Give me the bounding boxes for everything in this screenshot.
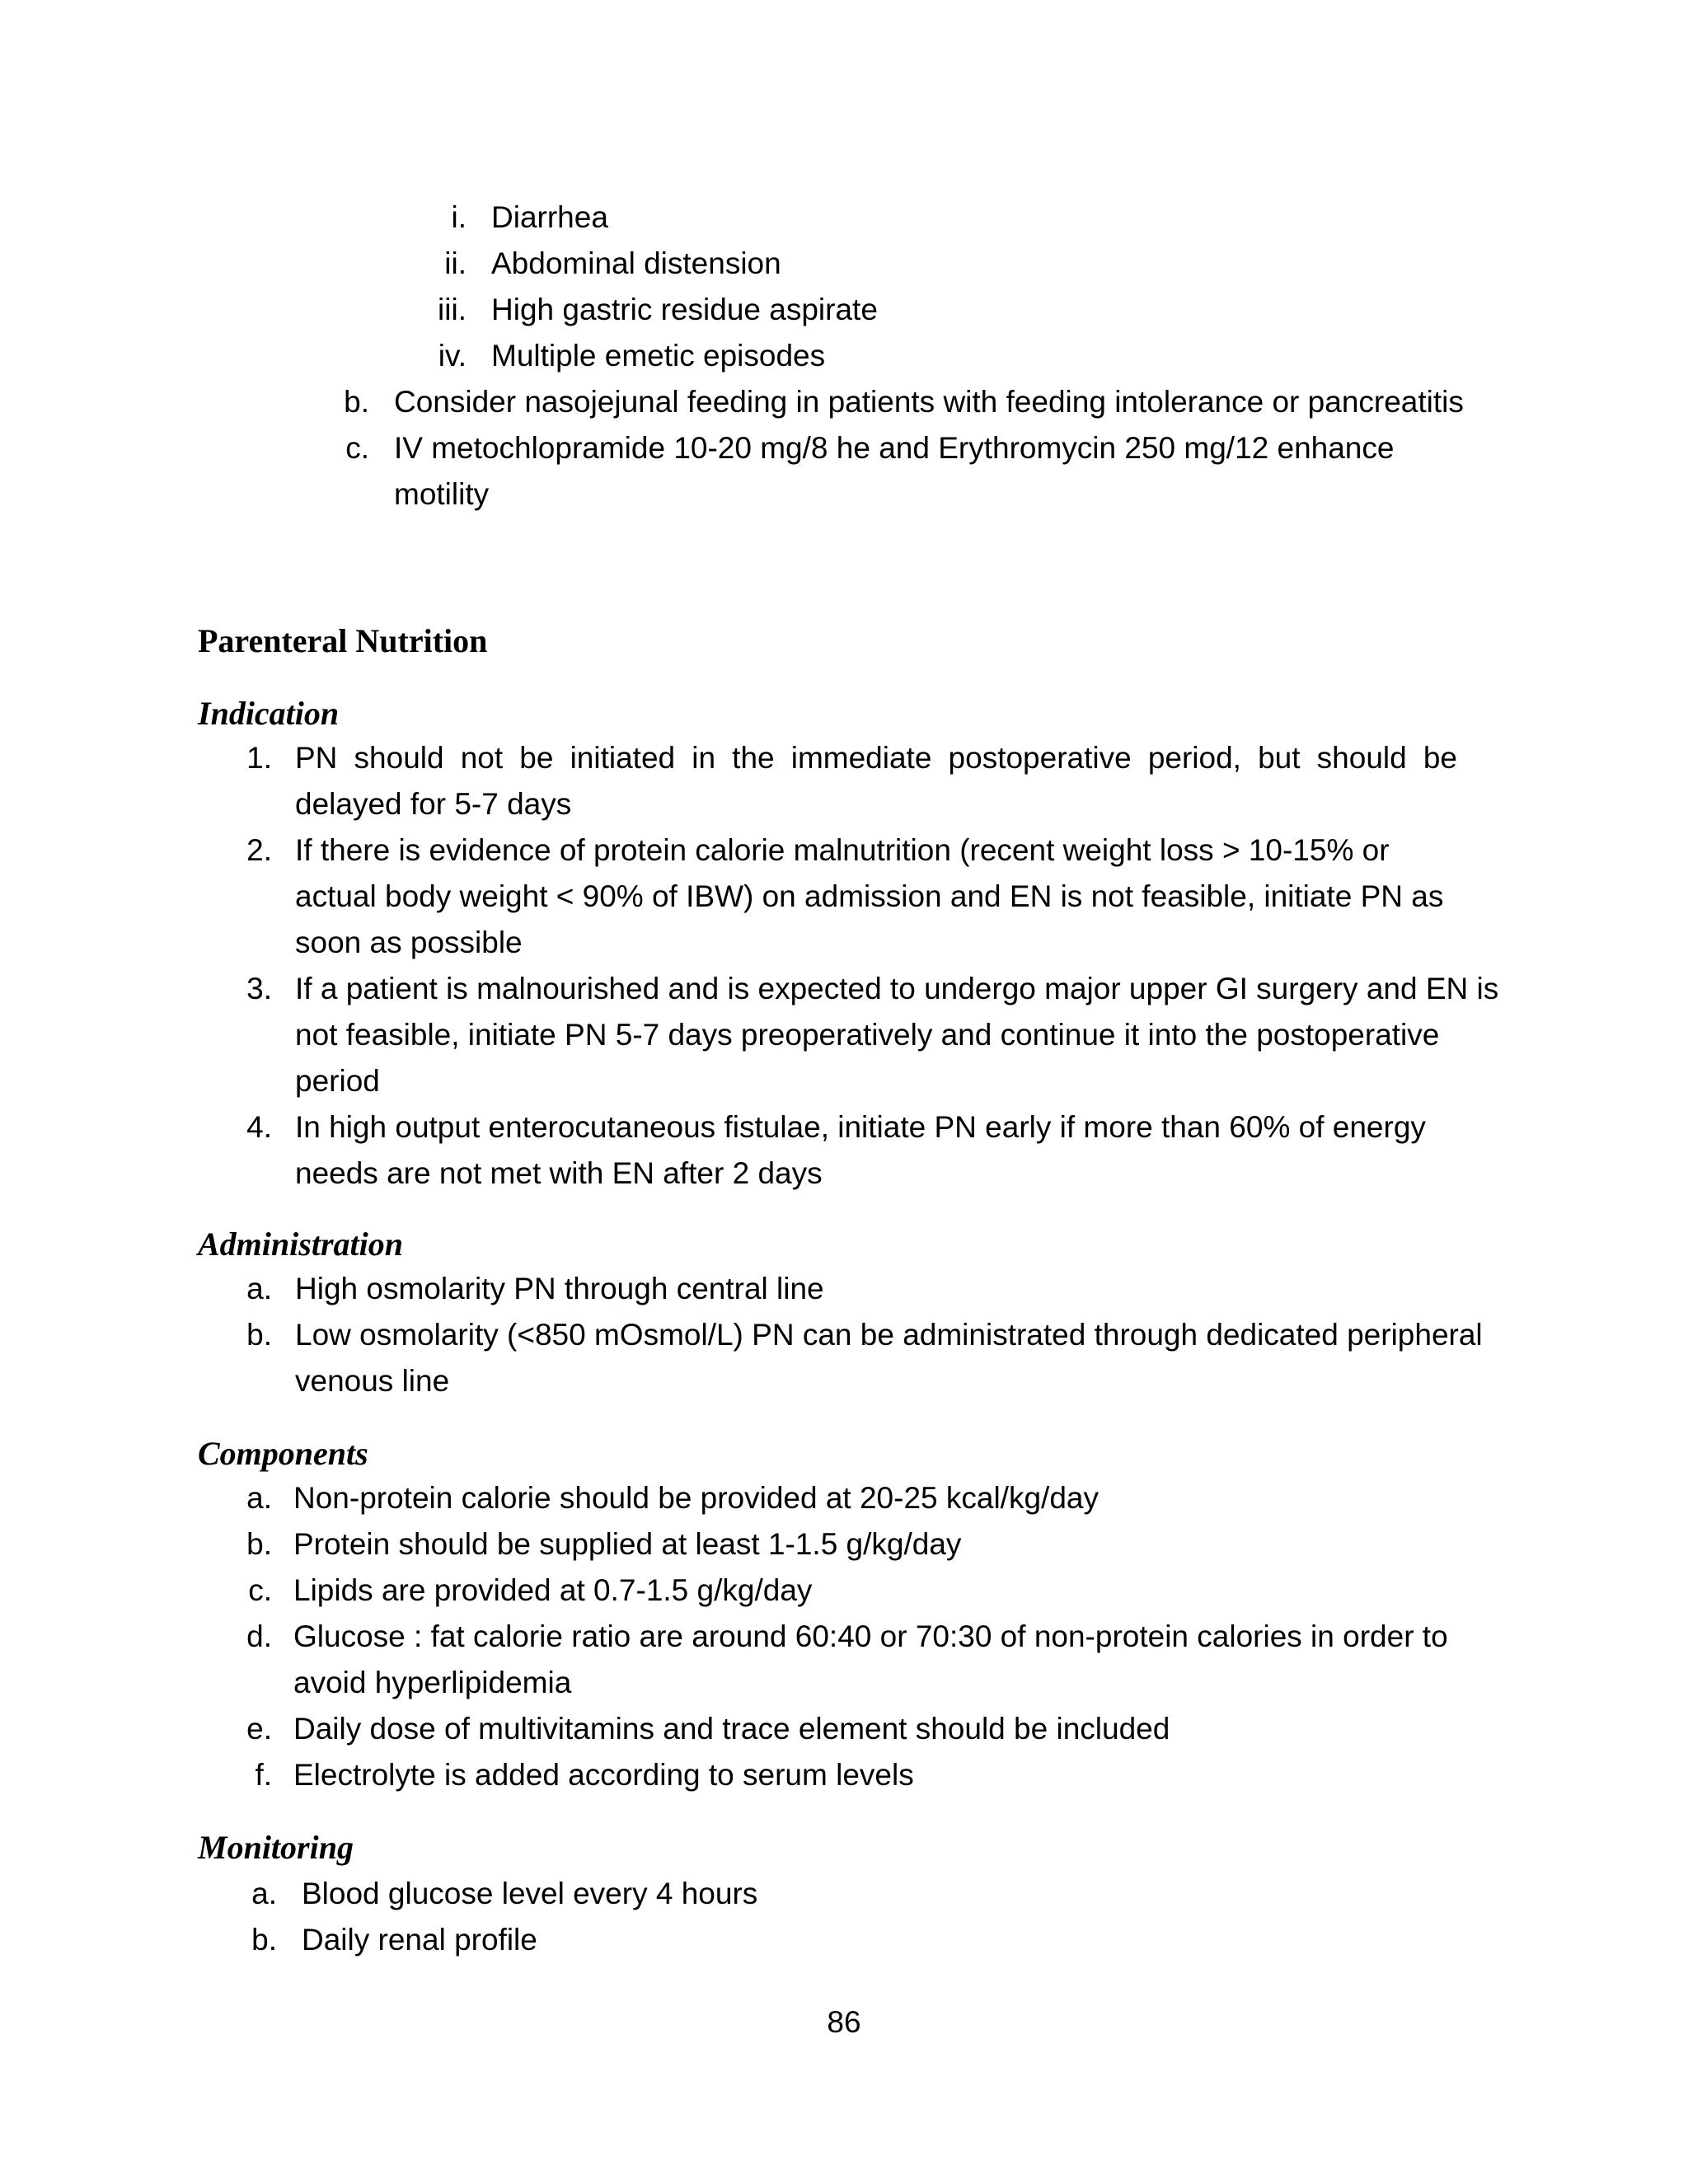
list-marker: b.	[246, 1527, 272, 1561]
list-item-text: Consider nasojejunal feeding in patients with feeding intolerance or pancreatitis	[394, 385, 1464, 419]
list-marker: i.	[451, 200, 467, 234]
list-item-text: Daily dose of multivitamins and trace element should be included	[293, 1712, 1170, 1746]
list-item-text: High osmolarity PN through central line	[295, 1272, 824, 1305]
list-item-text: actual body weight < 90% of IBW) on admission and EN is not feasible, initiate PN as	[295, 879, 1444, 913]
list-marker: c.	[248, 1573, 272, 1607]
list-marker: a.	[246, 1272, 272, 1305]
subsection-heading-indication: Indication	[198, 695, 340, 732]
list-item-text: Low osmolarity (<850 mOsmol/L) PN can be administrated through dedicated peripheral	[295, 1318, 1483, 1352]
list-marker: 4.	[246, 1110, 272, 1144]
list-marker: a.	[251, 1877, 277, 1910]
list-item-text: Lipids are provided at 0.7-1.5 g/kg/day	[293, 1573, 813, 1607]
list-item-text: avoid hyperlipidemia	[293, 1666, 572, 1699]
subsection-heading-monitoring: Monitoring	[198, 1829, 354, 1866]
subsection-heading-administration: Administration	[198, 1226, 403, 1263]
list-item-text: delayed for 5-7 days	[295, 787, 572, 821]
list-item-text: needs are not met with EN after 2 days	[295, 1156, 823, 1190]
list-item-text: PN should not be initiated in the immediate postoperative period, but should be	[295, 741, 1457, 775]
list-marker: a.	[246, 1481, 272, 1515]
list-marker: c.	[345, 431, 369, 465]
list-marker: f.	[255, 1758, 272, 1792]
list-item-text: not feasible, initiate PN 5-7 days preoperatively and continue it into the postoperative	[295, 1018, 1440, 1052]
list-item-text: If there is evidence of protein calorie malnutrition (recent weight loss > 10-15% or	[295, 833, 1390, 867]
list-item-text: Glucose : fat calorie ratio are around 60:40 or 70:30 of non-protein calories in order to	[293, 1619, 1448, 1653]
list-item-text: Protein should be supplied at least 1-1.5 g/kg/day	[293, 1527, 962, 1561]
list-item-text: soon as possible	[295, 926, 523, 959]
list-item-text: Abdominal distension	[491, 246, 781, 280]
list-item-text: In high output enterocutaneous fistulae, initiate PN early if more than 60% of energy	[295, 1110, 1426, 1144]
list-item	[0, 735, 1688, 781]
list-marker: ii.	[444, 246, 467, 280]
list-item-text: IV metochlopramide 10-20 mg/8 he and Erythromycin 250 mg/12 enhance	[394, 431, 1395, 465]
list-marker: iv.	[438, 339, 467, 373]
list-item-text: Electrolyte is added according to serum levels	[293, 1758, 914, 1792]
list-item-text: period	[295, 1064, 380, 1098]
list-marker: 3.	[246, 972, 272, 1005]
subsection-heading-components: Components	[198, 1435, 368, 1472]
section-title: Parenteral Nutrition	[198, 622, 488, 659]
list-item-text: Non-protein calorie should be provided at 20-25 kcal/kg/day	[293, 1481, 1099, 1515]
page-number: 86	[827, 2005, 861, 2039]
list-item-text: High gastric residue aspirate	[491, 293, 878, 326]
list-marker: d.	[246, 1619, 272, 1653]
list-marker: e.	[246, 1712, 272, 1746]
list-item-text: Diarrhea	[491, 200, 608, 234]
list-marker: b.	[251, 1923, 277, 1957]
list-item-text: If a patient is malnourished and is expected to undergo major upper GI surgery and EN is	[295, 972, 1499, 1005]
list-item-text: Blood glucose level every 4 hours	[302, 1877, 758, 1910]
list-marker: 1.	[246, 741, 272, 775]
list-item-text: motility	[394, 477, 490, 511]
list-marker: 2.	[246, 833, 272, 867]
list-marker: iii.	[438, 293, 467, 326]
list-item-text: Multiple emetic episodes	[491, 339, 826, 373]
list-marker: b.	[344, 385, 369, 419]
list-item-text: Daily renal profile	[302, 1923, 537, 1957]
list-item-text: venous line	[295, 1364, 450, 1398]
list-marker: b.	[246, 1318, 272, 1352]
